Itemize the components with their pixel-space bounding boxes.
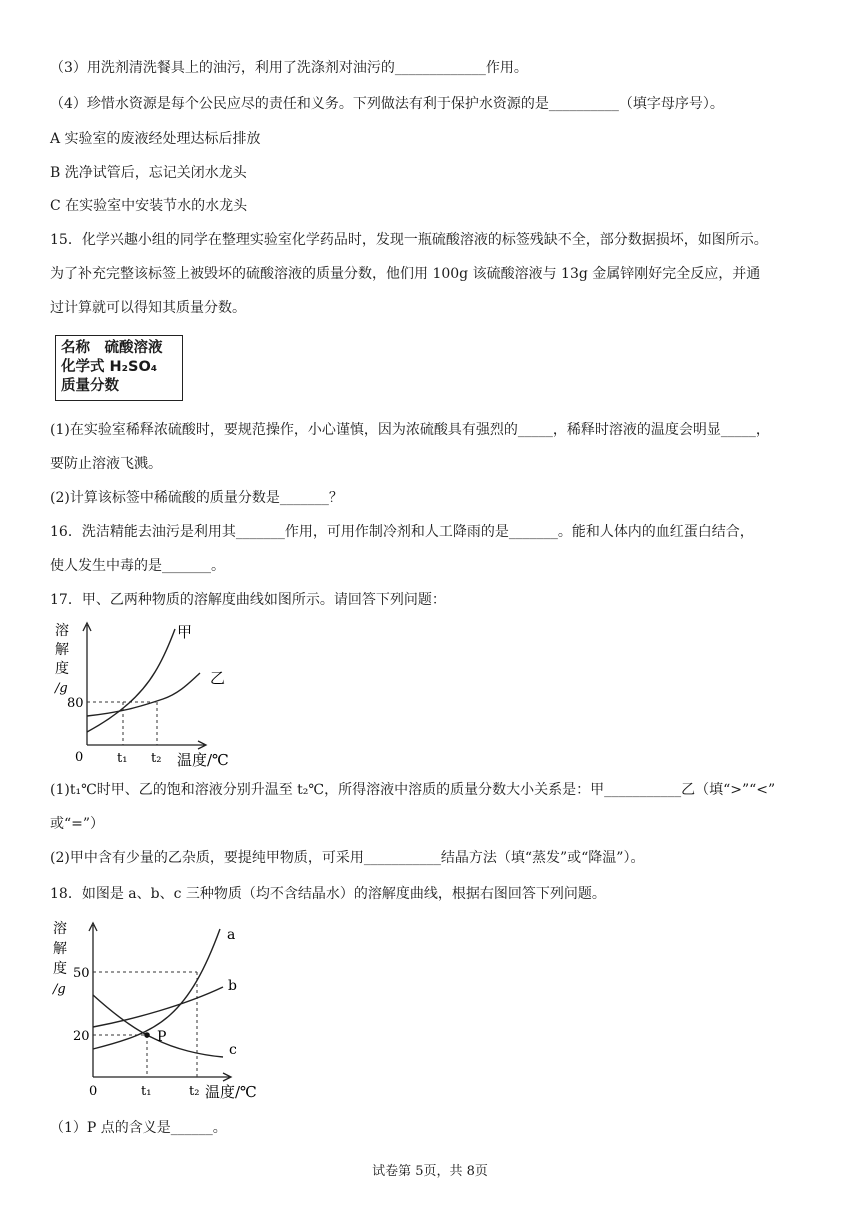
question-17-sub-2: (2)甲中含有少量的乙杂质，要提纯甲物质，可采用___________结晶方法（填“蒸发”或“降温”）。: [50, 850, 645, 866]
question-16-line-2: 使人发生中毒的是_______。: [50, 558, 225, 574]
question-15-sub-1-line-2: 要防止溶液飞溅。: [50, 456, 162, 472]
question-18-sub-1: （1）P 点的含义是______。: [50, 1120, 227, 1136]
reagent-label-name: 名称 硫酸溶液: [61, 340, 163, 356]
solubility-chart-18: [45, 915, 265, 1110]
chart18-xtick-t1: t₁: [141, 1084, 152, 1099]
question-15-line-2: 为了补充完整该标签上被毁坏的硫酸溶液的质量分数，他们用 100g 该硫酸溶液与 13g 金属锌刚好完全反应，并通: [50, 266, 761, 282]
chart18-xlabel: 温度/℃: [205, 1083, 257, 1101]
chart17-origin: 0: [75, 750, 84, 765]
chart17-label-yi: 乙: [210, 669, 226, 687]
solubility-chart-17: [45, 617, 245, 777]
reagent-label-box: [55, 335, 183, 401]
chart17-ylabel-4: /g: [55, 681, 68, 696]
chart18-ylabel-2: 解: [53, 941, 67, 957]
chart18-label-b: b: [228, 978, 237, 994]
chart17-xtick-t1: t₁: [117, 751, 128, 766]
option-a: A 实验室的废液经处理达标后排放: [50, 131, 261, 147]
chart18-ylabel-1: 溶: [53, 921, 67, 937]
question-18-line: 18．如图是 a、b、c 三种物质（均不含结晶水）的溶解度曲线，根据右图回答下列问题。: [50, 886, 606, 902]
chart18-origin: 0: [89, 1084, 98, 1099]
question-15-sub-1-line-1: (1)在实验室稀释浓硫酸时，要规范操作，小心谨慎，因为浓硫酸具有强烈的_____，稀释时溶液的温度会明显_____，: [50, 422, 770, 438]
chart18-label-p: P: [157, 1029, 167, 1045]
chart17-series-yi: [87, 673, 200, 716]
question-15-sub-2: (2)计算该标签中稀硫酸的质量分数是_______？: [50, 490, 343, 506]
option-c: C 在实验室中安装节水的水龙头: [50, 198, 248, 214]
chart17-xtick-t2: t₂: [151, 751, 162, 766]
question-17-line: 17．甲、乙两种物质的溶解度曲线如图所示。请回答下列问题：: [50, 592, 446, 608]
question-17-sub-1-line-2: 或“=”）: [50, 816, 105, 832]
chart18-ylabel-4: /g: [53, 982, 66, 997]
chart18-ytick-50: 50: [73, 966, 90, 981]
chart18-series-c: [93, 995, 223, 1057]
chart17-ytick-80: 80: [67, 696, 84, 711]
chart17-xlabel: 温度/℃: [177, 751, 229, 769]
question-3-line: （3）用洗剂清洗餐具上的油污，利用了洗涤剂对油污的_____________作用。: [50, 60, 528, 76]
option-b: B 洗净试管后，忘记关闭水龙头: [50, 165, 247, 181]
chart18-point-p: [144, 1032, 150, 1038]
chart17-ylabel-3: 度: [55, 661, 69, 677]
chart18-ylabel-3: 度: [53, 961, 67, 977]
chart18-series-b: [93, 987, 223, 1027]
page-footer: 试卷第 5页，共 8页: [372, 1164, 488, 1179]
chart17-ylabel-1: 溶: [55, 623, 69, 639]
chart18-xtick-t2: t₂: [189, 1084, 200, 1099]
chart17-label-jia: 甲: [177, 623, 193, 641]
question-15-line-1: 15．化学兴趣小组的同学在整理实验室化学药品时，发现一瓶硫酸溶液的标签残缺不全，部分数据损坏，如图所示。: [50, 232, 768, 248]
chart18-label-c: c: [229, 1042, 237, 1058]
chart18-ytick-20: 20: [73, 1029, 90, 1044]
question-17-sub-1-line-1: (1)t₁℃时甲、乙的饱和溶液分别升温至 t₂℃，所得溶液中溶质的质量分数大小关系是：甲___________乙（填“>”“<”: [50, 782, 776, 798]
chart18-label-a: a: [227, 927, 236, 943]
chart17-ylabel-2: 解: [55, 642, 69, 658]
chart17-series-jia: [87, 629, 175, 732]
reagent-label-fraction: 质量分数: [61, 378, 119, 394]
question-4-line: （4）珍惜水资源是每个公民应尽的责任和义务。下列做法有利于保护水资源的是__________（填字母序号）。: [50, 96, 724, 112]
reagent-label-formula: 化学式 H₂SO₄: [61, 359, 158, 375]
question-16-line-1: 16．洗洁精能去油污是利用其_______作用，可用作制冷剂和人工降雨的是_______。能和人体内的血红蛋白结合，: [50, 524, 754, 540]
question-15-line-3: 过计算就可以得知其质量分数。: [50, 300, 246, 316]
